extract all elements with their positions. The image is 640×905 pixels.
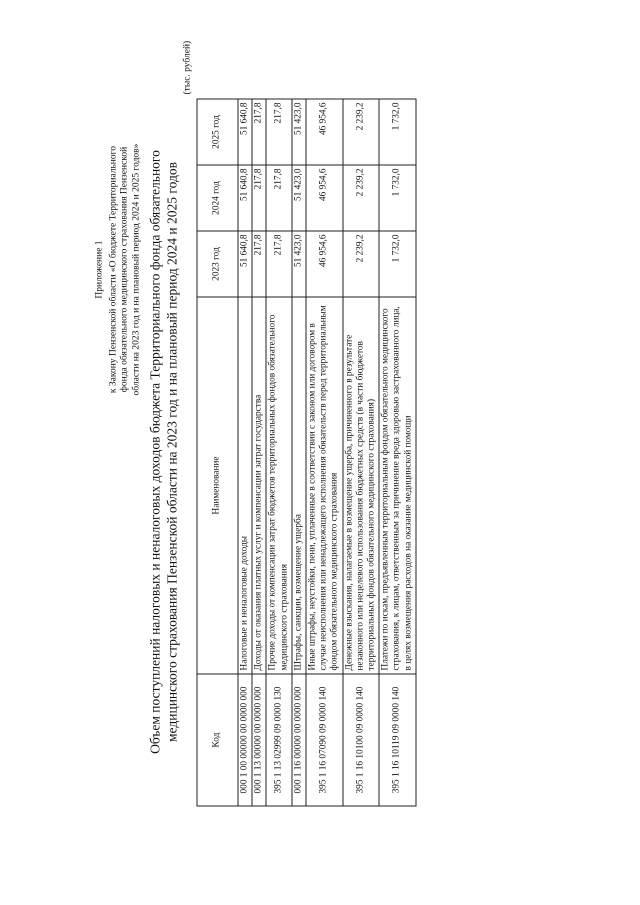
table-row <box>266 99 291 806</box>
row-value-2024: 217,8 <box>266 165 291 231</box>
row-value-2025: 51 640,8 <box>238 99 252 165</box>
row-value-2025: 46 954,6 <box>306 99 343 165</box>
row-value-2023: 2 239,2 <box>343 231 380 297</box>
row-value-2025: 51 423,0 <box>292 99 306 165</box>
appendix-line: к Закону Пензенской области «О бюджете Территориального <box>108 145 118 394</box>
header-2025: 2025 год <box>197 99 238 165</box>
row-value-2025: 1 732,0 <box>379 99 416 165</box>
revenue-table <box>197 99 417 807</box>
row-name: Денежные взыскания, налагаемые в возмещение ущерба, причиненного в результате незаконного или нецелевого использования бюджетных средств (в части бюджетов территориальных фондов обязательного медицинского страхования) <box>343 297 380 674</box>
row-value-2023: 217,8 <box>266 231 291 297</box>
table-row <box>343 99 380 806</box>
appendix-header <box>95 85 143 455</box>
row-value-2024: 51 423,0 <box>292 165 306 231</box>
row-code: 395 1 16 10119 09 0000 140 <box>379 674 416 806</box>
row-code: 395 1 13 02999 09 0000 130 <box>266 674 291 806</box>
header-2024: 2024 год <box>197 165 238 231</box>
units-label: (тыс. рублей) <box>182 40 193 95</box>
row-value-2024: 51 640,8 <box>238 165 252 231</box>
row-value-2025: 217,8 <box>252 99 266 165</box>
row-name: Платежи по искам, предъявленным территориальным фондом обязательного медицинского страхования, к лицам, ответственным за причинение вреда здоровью застрахованного лица, в целях возмещения расходов на оказание медицинской помощи <box>379 297 416 674</box>
row-value-2023: 51 640,8 <box>238 231 252 297</box>
table-row <box>379 99 416 806</box>
header-code: Код <box>197 674 238 806</box>
row-code: 000 1 00 00000 00 0000 000 <box>238 674 252 806</box>
row-value-2024: 2 239,2 <box>343 165 380 231</box>
appendix-line: фонда обязательного медицинского страхования Пензенской <box>119 146 130 393</box>
table-row <box>306 99 343 806</box>
header-2023: 2023 год <box>197 231 238 297</box>
table-row <box>252 99 266 806</box>
row-value-2023: 46 954,6 <box>306 231 343 297</box>
row-value-2024: 1 732,0 <box>379 165 416 231</box>
row-value-2025: 217,8 <box>266 99 291 165</box>
row-code: 000 1 13 00000 00 0000 000 <box>252 674 266 806</box>
row-name: Штрафы, санкции, возмещение ущерба <box>292 297 306 674</box>
document-page <box>1 0 640 905</box>
document-title <box>148 0 181 905</box>
table-row <box>292 99 306 806</box>
row-value-2023: 1 732,0 <box>379 231 416 297</box>
row-name: Иные штрафы, неустойки, пени, уплаченные в соответствии с законом или договором в случае неисполнения или ненадлежащего исполнения обязательств перед территориальным фондом обязательного медицинского страхования <box>306 297 343 674</box>
table-row <box>238 99 252 806</box>
row-value-2024: 46 954,6 <box>306 165 343 231</box>
row-value-2023: 51 423,0 <box>292 231 306 297</box>
row-value-2025: 2 239,2 <box>343 99 380 165</box>
row-value-2024: 217,8 <box>252 165 266 231</box>
appendix-number: Приложение 1 <box>94 240 105 299</box>
title-line: медицинского страхования Пензенской области на 2023 год и на плановый период 2024 и 2025 годов <box>164 162 179 742</box>
row-code: 395 1 16 10100 09 0000 140 <box>343 674 380 806</box>
row-name: Налоговые и неналоговые доходы <box>238 297 252 674</box>
table-header-row <box>197 99 238 806</box>
title-line: Объем поступлений налоговых и неналоговых доходов бюджета Территориального фонда обязательного <box>147 150 163 754</box>
header-name: Наименование <box>197 297 238 674</box>
appendix-line: области на 2023 год и на плановый период 2024 и 2025 годов» <box>131 143 141 396</box>
row-value-2023: 217,8 <box>252 231 266 297</box>
row-code: 000 1 16 00000 00 0000 000 <box>292 674 306 806</box>
row-name: Доходы от оказания платных услуг и компенсации затрат государства <box>252 297 266 674</box>
row-code: 395 1 16 07090 09 0000 140 <box>306 674 343 806</box>
row-name: Прочие доходы от компенсации затрат бюджетов территориальных фондов обязательного медицинского страхования <box>266 297 291 674</box>
